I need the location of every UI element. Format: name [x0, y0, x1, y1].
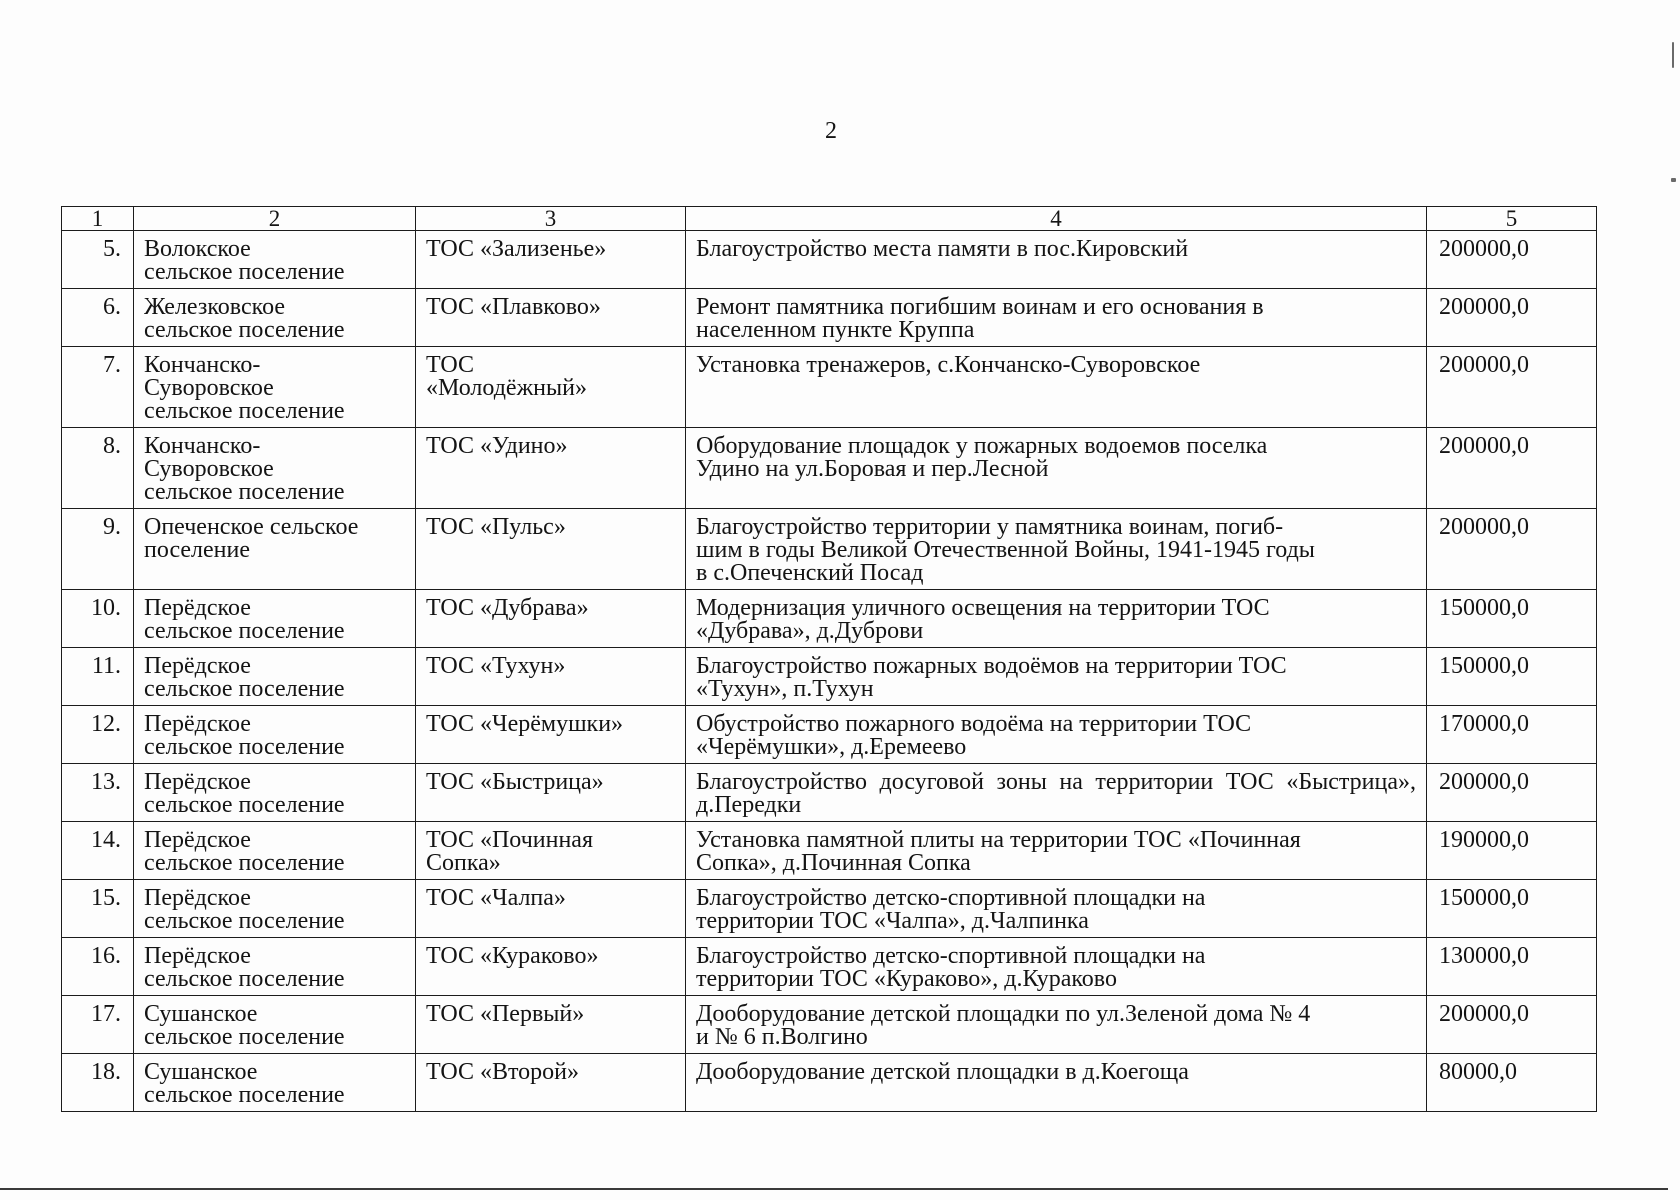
- row-number: 16.: [62, 938, 134, 996]
- grant-amount: 200000,0: [1427, 428, 1597, 509]
- settlement-name: Железковское сельское поселение: [134, 289, 416, 347]
- project-description: Модернизация уличного освещения на территории ТОС «Дубрава», д.Дуброви: [686, 590, 1427, 648]
- settlement-name: Перёдское сельское поселение: [134, 822, 416, 880]
- grant-amount: 150000,0: [1427, 648, 1597, 706]
- table-row: [62, 509, 1597, 590]
- table-row: [62, 880, 1597, 938]
- tos-name: ТОС «Пульс»: [416, 509, 686, 590]
- page-bottom-rule: [0, 1188, 1668, 1190]
- tos-name: ТОС «Второй»: [416, 1054, 686, 1112]
- settlement-name: Перёдское сельское поселение: [134, 938, 416, 996]
- table-row: [62, 1054, 1597, 1112]
- settlement-name: Волокское сельское поселение: [134, 231, 416, 289]
- tos-name: ТОС «Первый»: [416, 996, 686, 1054]
- grant-amount: 200000,0: [1427, 996, 1597, 1054]
- column-header: 4: [686, 207, 1427, 231]
- row-number: 15.: [62, 880, 134, 938]
- settlement-name: Кончанско- Суворовское сельское поселение: [134, 428, 416, 509]
- scan-speck: [1672, 42, 1674, 68]
- page-number: 2: [825, 118, 837, 144]
- column-number-row: [62, 207, 1597, 231]
- column-header: 1: [62, 207, 134, 231]
- table-row: [62, 764, 1597, 822]
- row-number: 8.: [62, 428, 134, 509]
- table-row: [62, 706, 1597, 764]
- table-row: [62, 648, 1597, 706]
- table-row: [62, 822, 1597, 880]
- project-description: Обустройство пожарного водоёма на территории ТОС «Черёмушки», д.Еремеево: [686, 706, 1427, 764]
- tos-name: ТОС «Молодёжный»: [416, 347, 686, 428]
- column-header: 5: [1427, 207, 1597, 231]
- tos-name: ТОС «Зализенье»: [416, 231, 686, 289]
- settlement-name: Перёдское сельское поселение: [134, 648, 416, 706]
- tos-name: ТОС «Дубрава»: [416, 590, 686, 648]
- project-description: Оборудование площадок у пожарных водоемов поселка Удино на ул.Боровая и пер.Лесной: [686, 428, 1427, 509]
- row-number: 12.: [62, 706, 134, 764]
- settlement-name: Кончанско- Суворовское сельское поселение: [134, 347, 416, 428]
- tos-name: ТОС «Кураково»: [416, 938, 686, 996]
- project-description: Благоустройство территории у памятника воинам, погиб- шим в годы Великой Отечественной Войны, 1941-1945 годы в с.Опеченский Посад: [686, 509, 1427, 590]
- project-description: Благоустройство места памяти в пос.Кировский: [686, 231, 1427, 289]
- grant-amount: 200000,0: [1427, 347, 1597, 428]
- project-description: Установка памятной плиты на территории ТОС «Починная Сопка», д.Починная Сопка: [686, 822, 1427, 880]
- grant-amount: 170000,0: [1427, 706, 1597, 764]
- grant-amount: 200000,0: [1427, 764, 1597, 822]
- project-description: Установка тренажеров, с.Кончанско-Суворовское: [686, 347, 1427, 428]
- scan-speck: [1671, 178, 1676, 182]
- table-row: [62, 996, 1597, 1054]
- row-number: 10.: [62, 590, 134, 648]
- row-number: 13.: [62, 764, 134, 822]
- settlement-name: Сушанское сельское поселение: [134, 996, 416, 1054]
- project-description: Благоустройство досуговой зоны на территории ТОС «Быстрица», д.Передки: [686, 764, 1427, 822]
- column-header: 2: [134, 207, 416, 231]
- grant-amount: 150000,0: [1427, 880, 1597, 938]
- settlement-name: Перёдское сельское поселение: [134, 880, 416, 938]
- settlement-name: Перёдское сельское поселение: [134, 706, 416, 764]
- settlement-name: Сушанское сельское поселение: [134, 1054, 416, 1112]
- project-description: Ремонт памятника погибшим воинам и его основания в населенном пункте Круппа: [686, 289, 1427, 347]
- table-row: [62, 289, 1597, 347]
- row-number: 5.: [62, 231, 134, 289]
- column-header: 3: [416, 207, 686, 231]
- project-description: Благоустройство детско-спортивной площадки на территории ТОС «Кураково», д.Кураково: [686, 938, 1427, 996]
- table-row: [62, 347, 1597, 428]
- row-number: 7.: [62, 347, 134, 428]
- settlement-name: Перёдское сельское поселение: [134, 590, 416, 648]
- settlement-name: Перёдское сельское поселение: [134, 764, 416, 822]
- project-description: Благоустройство пожарных водоёмов на территории ТОС «Тухун», п.Тухун: [686, 648, 1427, 706]
- grant-amount: 80000,0: [1427, 1054, 1597, 1112]
- tos-name: ТОС «Чалпа»: [416, 880, 686, 938]
- row-number: 18.: [62, 1054, 134, 1112]
- tos-name: ТОС «Плавково»: [416, 289, 686, 347]
- row-number: 9.: [62, 509, 134, 590]
- row-number: 11.: [62, 648, 134, 706]
- project-description: Благоустройство детско-спортивной площадки на территории ТОС «Чалпа», д.Чалпинка: [686, 880, 1427, 938]
- project-description: Дооборудование детской площадки по ул.Зеленой дома № 4 и № 6 п.Волгино: [686, 996, 1427, 1054]
- row-number: 17.: [62, 996, 134, 1054]
- tos-name: ТОС «Тухун»: [416, 648, 686, 706]
- settlement-name: Опеченское сельское поселение: [134, 509, 416, 590]
- table-row: [62, 590, 1597, 648]
- project-description: Дооборудование детской площадки в д.Коегоща: [686, 1054, 1427, 1112]
- tos-name: ТОС «Черёмушки»: [416, 706, 686, 764]
- table-row: [62, 428, 1597, 509]
- grants-table: [61, 206, 1597, 1112]
- table-row: [62, 938, 1597, 996]
- row-number: 14.: [62, 822, 134, 880]
- grant-amount: 130000,0: [1427, 938, 1597, 996]
- grant-amount: 190000,0: [1427, 822, 1597, 880]
- table-row: [62, 231, 1597, 289]
- grant-amount: 200000,0: [1427, 509, 1597, 590]
- tos-name: ТОС «Починная Сопка»: [416, 822, 686, 880]
- tos-name: ТОС «Быстрица»: [416, 764, 686, 822]
- row-number: 6.: [62, 289, 134, 347]
- tos-name: ТОС «Удино»: [416, 428, 686, 509]
- grant-amount: 150000,0: [1427, 590, 1597, 648]
- grant-amount: 200000,0: [1427, 289, 1597, 347]
- grant-amount: 200000,0: [1427, 231, 1597, 289]
